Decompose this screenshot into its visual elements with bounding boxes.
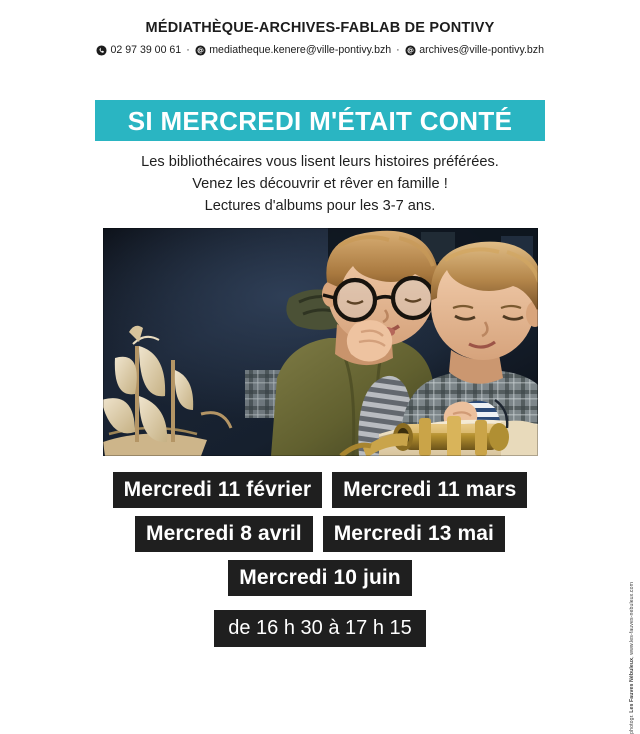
- time-row: [0, 610, 640, 647]
- poster-header: [0, 0, 640, 56]
- phone-contact: [96, 44, 181, 56]
- date-badge: Mercredi 11 mars: [332, 472, 527, 508]
- date-badge: Mercredi 8 avril: [135, 516, 313, 552]
- description-line-3: Lectures d'albums pour les 3-7 ans.: [204, 197, 436, 214]
- date-badge: Mercredi 10 juin: [228, 560, 412, 596]
- event-title-banner: [95, 100, 545, 141]
- at-circle-icon: [405, 45, 416, 56]
- event-dates: [0, 472, 640, 647]
- credit-suffix: , www.les-fauves-nebuleux.com: [629, 582, 635, 658]
- contact-line: [0, 44, 640, 56]
- email-contact-archives: [405, 44, 544, 56]
- event-photo: [103, 228, 538, 456]
- phone-number: 02 97 39 00 61: [110, 44, 182, 57]
- date-row: [0, 516, 640, 552]
- organization-title: MÉDIATHÈQUE-ARCHIVES-FABLAB DE PONTIVY: [145, 20, 495, 36]
- phone-circle-icon: [96, 45, 107, 56]
- email-mediatheque: mediatheque.kenere@ville-pontivy.bzh: [209, 44, 392, 57]
- description-line-1: Les bibliothécaires vous lisent leurs histoires préférées.: [141, 154, 499, 170]
- description-line-2: Venez les découvrir et rêver en famille !: [192, 175, 448, 192]
- event-description: [0, 152, 640, 218]
- date-row: [0, 472, 640, 508]
- email-contact-mediatheque: [195, 44, 391, 56]
- date-badge: Mercredi 11 février: [113, 472, 323, 508]
- date-row: [0, 560, 640, 596]
- photo-credit: [629, 582, 635, 734]
- contact-separator-1: ·: [186, 44, 190, 57]
- photo-illustration: [103, 228, 538, 456]
- event-title: SI MERCREDI M'ÉTAIT CONTÉ: [127, 105, 513, 136]
- contact-separator-2: ·: [396, 44, 400, 57]
- credit-name: Les Fauves Nébuleux: [629, 657, 635, 713]
- date-badge: Mercredi 13 mai: [323, 516, 505, 552]
- credit-prefix: photogr.: [629, 712, 635, 734]
- time-badge: de 16 h 30 à 17 h 15: [214, 610, 426, 647]
- email-archives: archives@ville-pontivy.bzh: [419, 44, 544, 57]
- at-circle-icon: [195, 45, 206, 56]
